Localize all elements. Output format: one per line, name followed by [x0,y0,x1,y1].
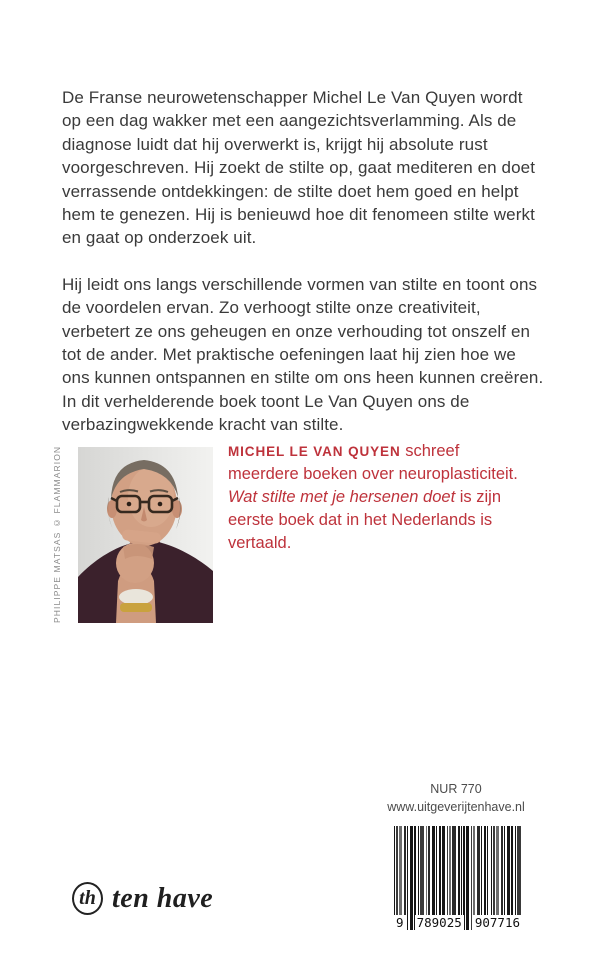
bio-text-part1: schreef meerdere boeken over neuroplasticiteit. [228,442,518,483]
publisher-monogram-icon: th [72,882,103,915]
barcode-digit-first: 9 [396,915,404,930]
isbn-barcode [394,826,522,930]
author-bio [228,440,528,555]
bio-text-part2: is zijn eerste boek dat in het Nederlands is vertaald. [228,488,501,552]
barcode-digits [394,915,522,930]
barcode-digit-group1: 789025 [416,915,462,930]
nur-code: NUR 770 [430,782,482,796]
publisher-logo [72,882,213,915]
synopsis-paragraph-2: Hij leidt ons langs verschillende vormen van stilte en toont ons de voordelen ervan. Zo verhoogt stilte onze creativiteit, verbetert ze ons geheugen en onze verhouding tot onszelf en tot de ander. Met praktische oefeningen laat hij zien hoe we ons kunnen ontspannen en stilte om ons heen kunnen creëren. In dit verhelderende boek toont Le Van Quyen ons de verbazingwekkende kracht van stilte. [62,274,544,435]
book-title: Wat stilte met je hersenen doet [228,488,456,506]
synopsis-block [62,86,546,460]
photo-credit: PHILIPPE MATSAS © FLAMMARION [52,445,62,623]
publisher-name: ten have [112,882,214,914]
author-name: MICHEL LE VAN QUYEN [228,444,401,459]
author-portrait-photo [78,447,213,623]
synopsis-paragraph-1: De Franse neurowetenschapper Michel Le Van Quyen wordt op een dag wakker met een aangezichtsverlamming. Als de diagnose luidt dat hij overwerkt is, krijgt hij absolute rust voorgeschreven. Hij zoekt de stilte op, gaat mediteren en doet verrassende ontdekkingen: de stilte doet hem goed en helpt hem te genezen. Hij is benieuwd hoe dit fenomeen stilte werkt en gaat op onderzoek uit. [62,88,536,248]
barcode-digit-group2: 907716 [474,915,520,930]
publisher-website: www.uitgeverijtenhave.nl [387,800,525,814]
